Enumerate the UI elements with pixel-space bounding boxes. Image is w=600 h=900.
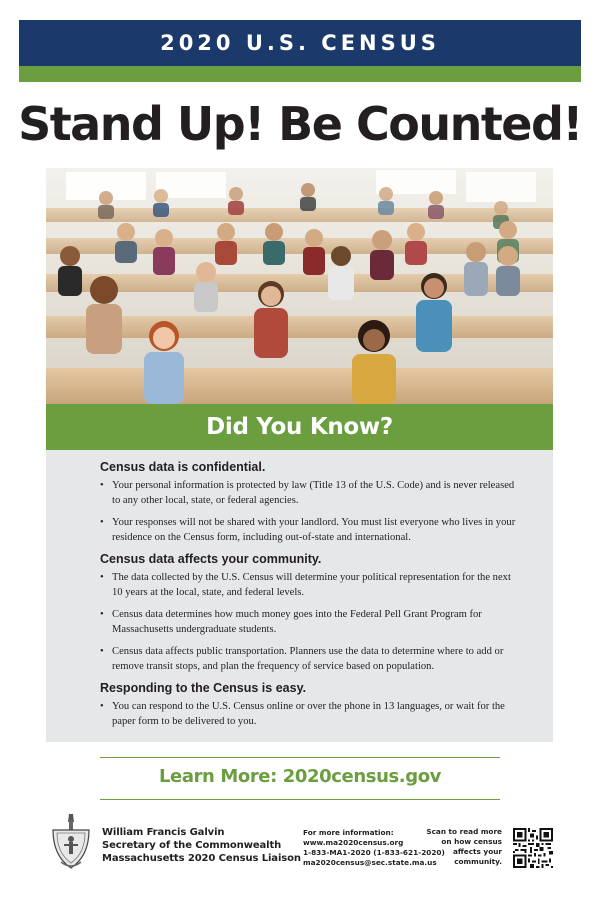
did-you-know-title: Did You Know? xyxy=(206,414,393,440)
headline: Stand Up! Be Counted! xyxy=(18,97,582,151)
did-you-know-bar xyxy=(46,404,553,450)
contact-phone[interactable]: 1-833-MA1-2020 (1-833-621-2020) xyxy=(303,848,445,857)
list-item: • Census data affects public transportation. Planners use the data to determine where to add or remove transit stops, and plan the frequency of service based on population. xyxy=(100,644,523,674)
scan-line: community. xyxy=(454,857,502,866)
bullet-list xyxy=(100,699,523,729)
contact-website-link[interactable]: www.ma2020census.org xyxy=(303,838,404,847)
section-heading: Census data affects your community. xyxy=(100,552,322,566)
signature-block xyxy=(102,826,301,865)
scan-note xyxy=(418,827,502,867)
banner-green-stripe xyxy=(19,66,581,82)
list-item: • Your personal information is protected by law (Title 13 of the U.S. Code) and is never released to any other local, state, or federal agencies. xyxy=(100,478,523,508)
list-item: • The data collected by the U.S. Census will determine your political representation for the next 10 years at the local, state, and federal levels. xyxy=(100,570,523,600)
contact-label: For more information: xyxy=(303,828,394,837)
scan-line: on how census xyxy=(441,837,502,846)
classroom-students-photo xyxy=(46,168,553,404)
info-panel xyxy=(46,450,553,742)
scan-line: Scan to read more xyxy=(426,827,502,836)
divider xyxy=(100,799,500,800)
contact-email-link[interactable]: ma2020census@sec.state.ma.us xyxy=(303,858,437,867)
scan-line: affects your xyxy=(452,847,502,856)
learn-more-link[interactable]: Learn More: 2020census.gov xyxy=(158,766,442,787)
section-responding xyxy=(100,681,523,729)
list-item: • You can respond to the U.S. Census online or over the phone in 13 languages, or wait for the paper form to be delivered to you. xyxy=(100,699,523,729)
census-banner xyxy=(19,20,581,66)
list-item: • Your responses will not be shared with your landlord. You must list everyone who lives in your residence on the Census form, including out-of-state and international. xyxy=(100,515,523,545)
signature-role: Massachusetts 2020 Census Liaison xyxy=(102,853,301,864)
bullet-list xyxy=(100,478,523,545)
section-community xyxy=(100,552,523,674)
section-confidential xyxy=(100,460,523,545)
divider xyxy=(100,757,500,758)
bullet-list xyxy=(100,570,523,674)
massachusetts-seal-icon xyxy=(47,812,95,872)
section-heading: Census data is confidential. xyxy=(100,460,266,474)
list-item: • Census data determines how much money goes into the Federal Pell Grant Program for Massachusetts undergraduate students. xyxy=(100,607,523,637)
qr-code-icon[interactable] xyxy=(513,828,553,868)
signature-name: William Francis Galvin xyxy=(102,827,225,838)
section-heading: Responding to the Census is easy. xyxy=(100,681,307,695)
signature-title: Secretary of the Commonwealth xyxy=(102,840,282,851)
banner-title: 2020 U.S. CENSUS xyxy=(160,31,440,55)
